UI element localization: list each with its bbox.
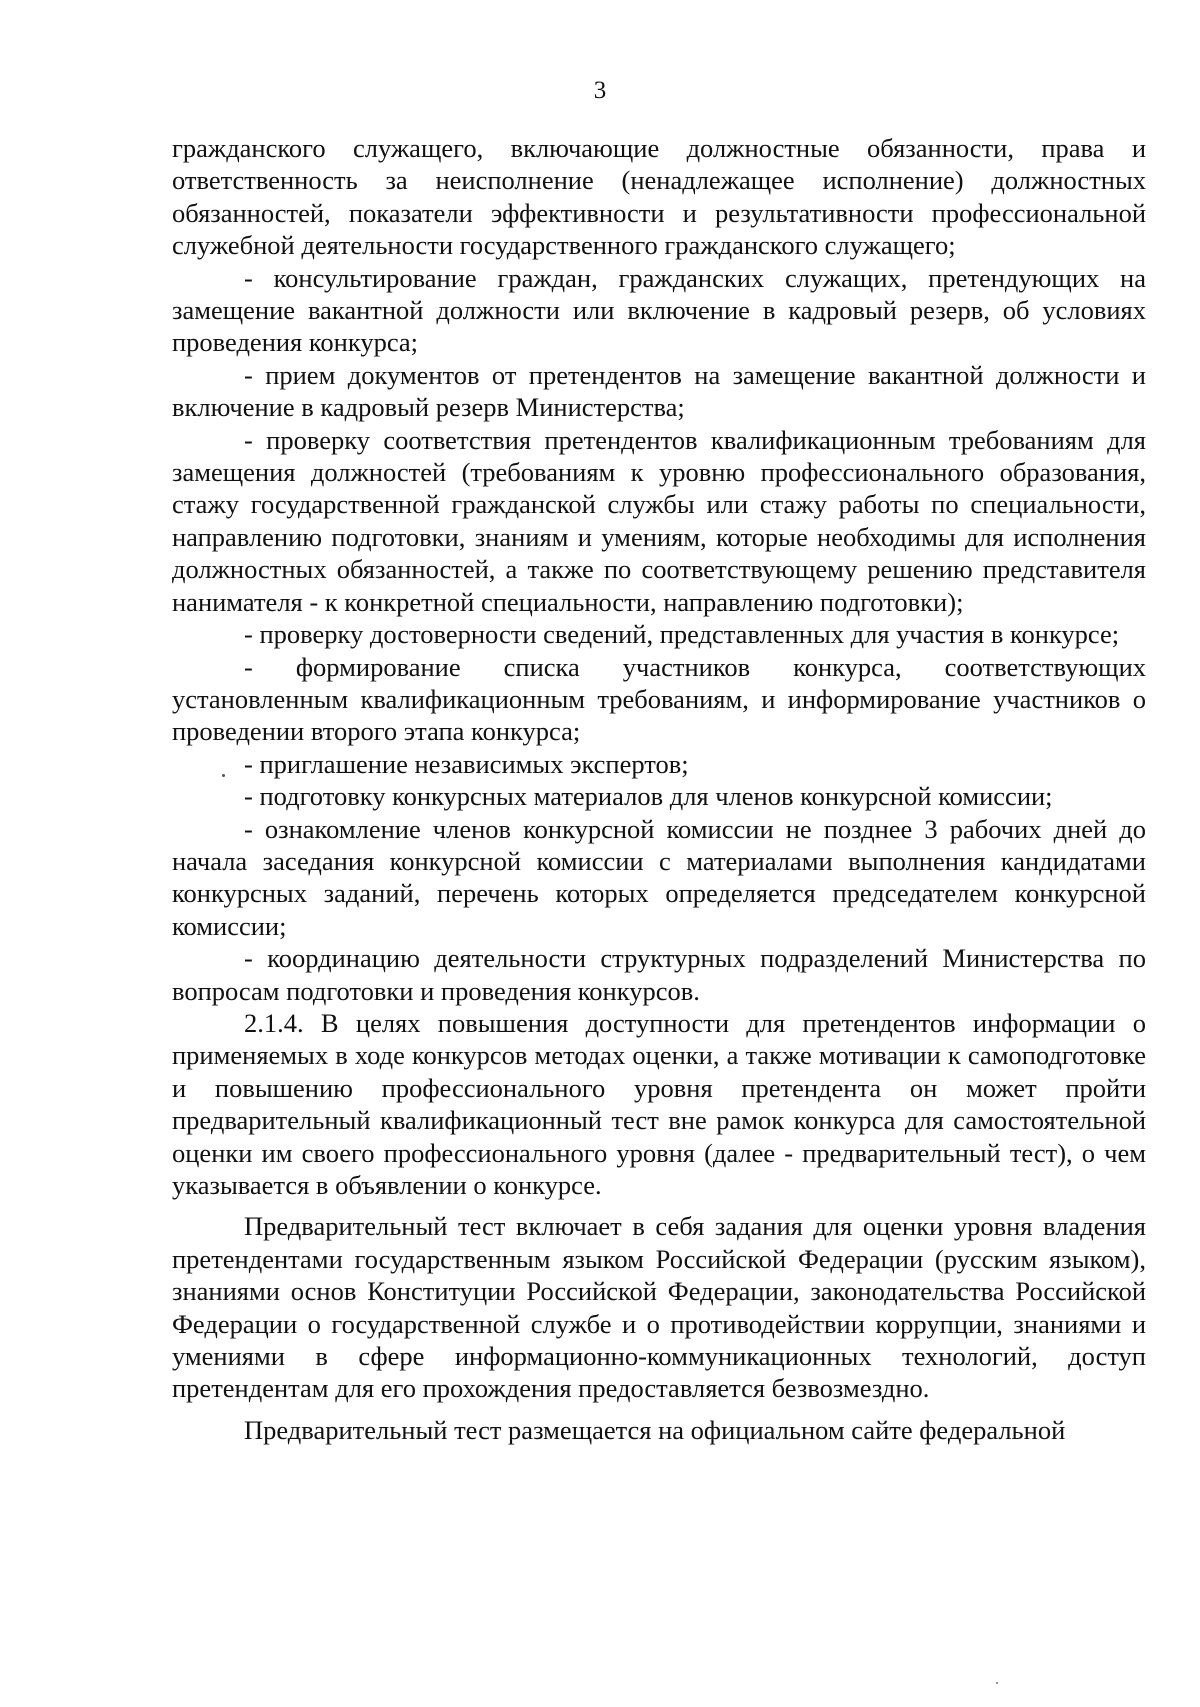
list-item-participant-list: - формирование списка участников конкурса, соответствующих установленным квалификационным требованиям, и информирование участников о проведении второго этапа конкурса; — [172, 651, 1146, 747]
scan-speck — [222, 774, 225, 777]
list-item-expert-invitation: - приглашение независимых экспертов; — [244, 748, 689, 779]
list-item-commission-familiarization: - ознакомление членов конкурсной комиссии не позднее 3 рабочих дней до начала заседания конкурсной комиссии с материалами выполнения кандидатами конкурсных заданий, перечень которых определяется председателем конкурсной комиссии; — [172, 813, 1146, 941]
section-2-1-4: 2.1.4. В целях повышения доступности для претендентов информации о применяемых в ходе конкурсов методах оценки, а также мотивации к самоподготовке и повышению профессионального уровня претендента он может пройти предварительный квалификационный тест вне рамок конкурса для самостоятельной оценки им своего профессионального уровня (далее - предварительный тест), о чем указывается в объявлении о конкурсе. — [172, 1007, 1146, 1200]
paragraph-preliminary-test-placement: Предварительный тест размещается на официальном сайте федеральной — [244, 1414, 1066, 1445]
paragraph-preliminary-test-content: Предварительный тест включает в себя задания для оценки уровня владения претендентами государственным языком Российской Федерации (русским языком), знаниями основ Конституции Российской Федерации, законодательства Российской Федерации о государственной службе и о противодействии коррупции, знаниями и умениями в сфере информационно-коммуникационных технологий, доступ претендентам для его прохождения предоставляется безвозмездно. — [172, 1211, 1146, 1404]
document-body — [172, 132, 1146, 1446]
list-item-reliability-check: - проверку достоверности сведений, представленных для участия в конкурсе; — [244, 619, 1120, 650]
list-item-materials-preparation: - подготовку конкурсных материалов для членов конкурсной комиссии; — [244, 781, 1053, 812]
list-item-consulting: - консультирование граждан, гражданских служащих, претендующих на замещение вакантной должности или включение в кадровый резерв, об условиях проведения конкурса; — [172, 262, 1146, 358]
paragraph-duty-continuation: гражданского служащего, включающие должностные обязанности, права и ответственность за неисполнение (ненадлежащее исполнение) должностных обязанностей, показатели эффективности и результативности профессиональной служебной деятельности государственного гражданского служащего; — [172, 133, 1146, 261]
list-item-document-intake: - прием документов от претендентов на замещение вакантной должности и включение в кадровый резерв Министерства; — [172, 359, 1146, 423]
scan-speck — [996, 1682, 998, 1684]
list-item-coordination: - координацию деятельности структурных подразделений Министерства по вопросам подготовки и проведения конкурсов. — [172, 943, 1146, 1006]
page-number: 3 — [593, 77, 607, 104]
list-item-qualification-check: - проверку соответствия претендентов квалификационным требованиям для замещения должностей (требованиям к уровню профессионального образования, стажу государственной гражданской службы или стажу работы по специальности, направлению подготовки, знаниям и умениям, которые необходимы для исполнения должностных обязанностей, а также по соответствующему решению представителя нанимателя - к конкретной специальности, направлению подготовки); — [172, 424, 1146, 617]
